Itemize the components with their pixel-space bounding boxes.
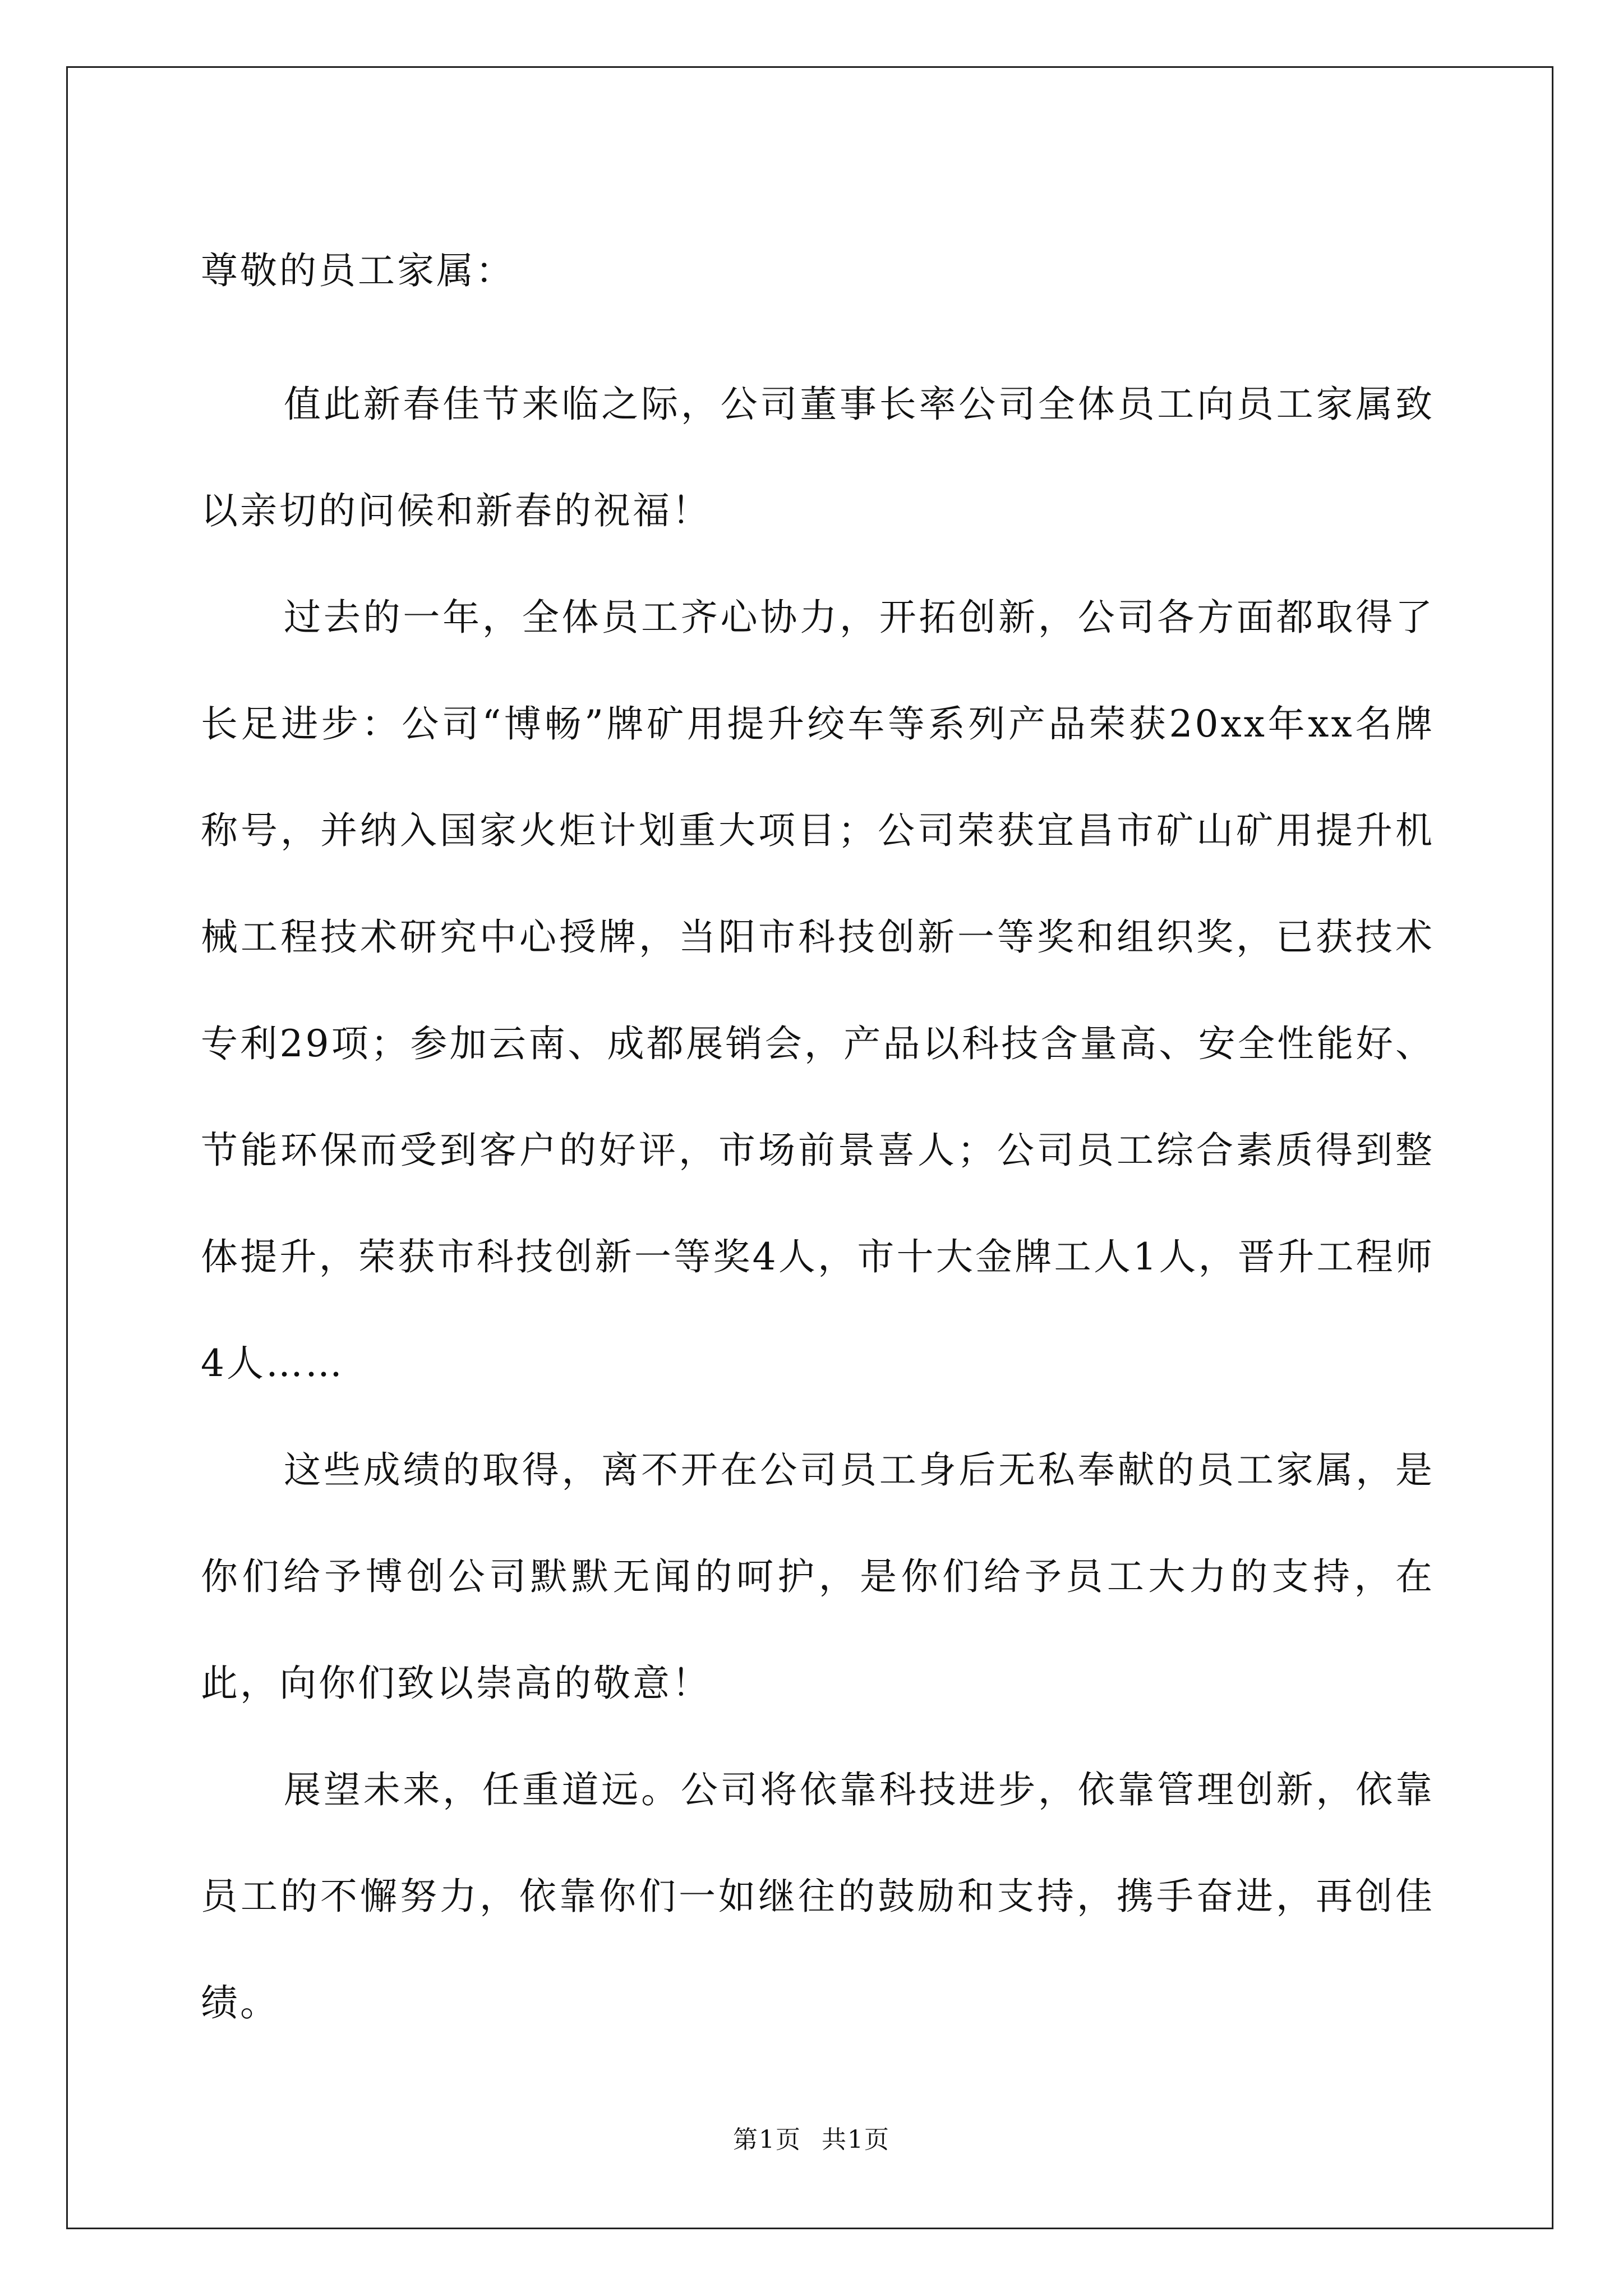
paragraph-achievements: 过去的一年，全体员工齐心协力，开拓创新，公司各方面都取得了长足进步：公司“博畅”牌矿用提升绞车等系列产品荣获20xx年xx名牌称号，并纳入国家火炬计划重大项目；公司荣获宜昌市矿山矿用提升机械工程技术研究中心授牌，当阳市科技创新一等奖和组织奖，已获技术专利29项；参加云南、成都展销会，产品以科技含量高、安全性能好、节能环保而受到客户的好评，市场前景喜人；公司员工综合素质得到整体提升，荣获市科技创新一等奖4人，市十大金牌工人1人，晋升工程师4人…… (201, 596, 1435, 1385)
page-number-current: 第1页 (733, 2125, 801, 2154)
page-number-total: 共1页 (822, 2125, 890, 2154)
paragraph-outlook: 展望未来，任重道远。公司将依靠科技进步，依靠管理创新，依靠员工的不懈努力，依靠你们一如继往的鼓励和支持，携手奋进，再创佳绩。 (201, 1768, 1435, 2024)
paragraph-thanks: 这些成绩的取得，离不开在公司员工身后无私奉献的员工家属，是你们给予博创公司默默无闻的呵护，是你们给予员工大力的支持，在此，向你们致以崇高的敬意！ (201, 1448, 1435, 1705)
paragraph-new-year-greeting: 值此新春佳节来临之际，公司董事长率公司全体员工向员工家属致以亲切的问候和新春的祝福！ (201, 383, 1435, 532)
page-footer (0, 2119, 1623, 2155)
letter-greeting: 尊敬的员工家属： (201, 249, 515, 292)
letter-body (201, 218, 1435, 2056)
